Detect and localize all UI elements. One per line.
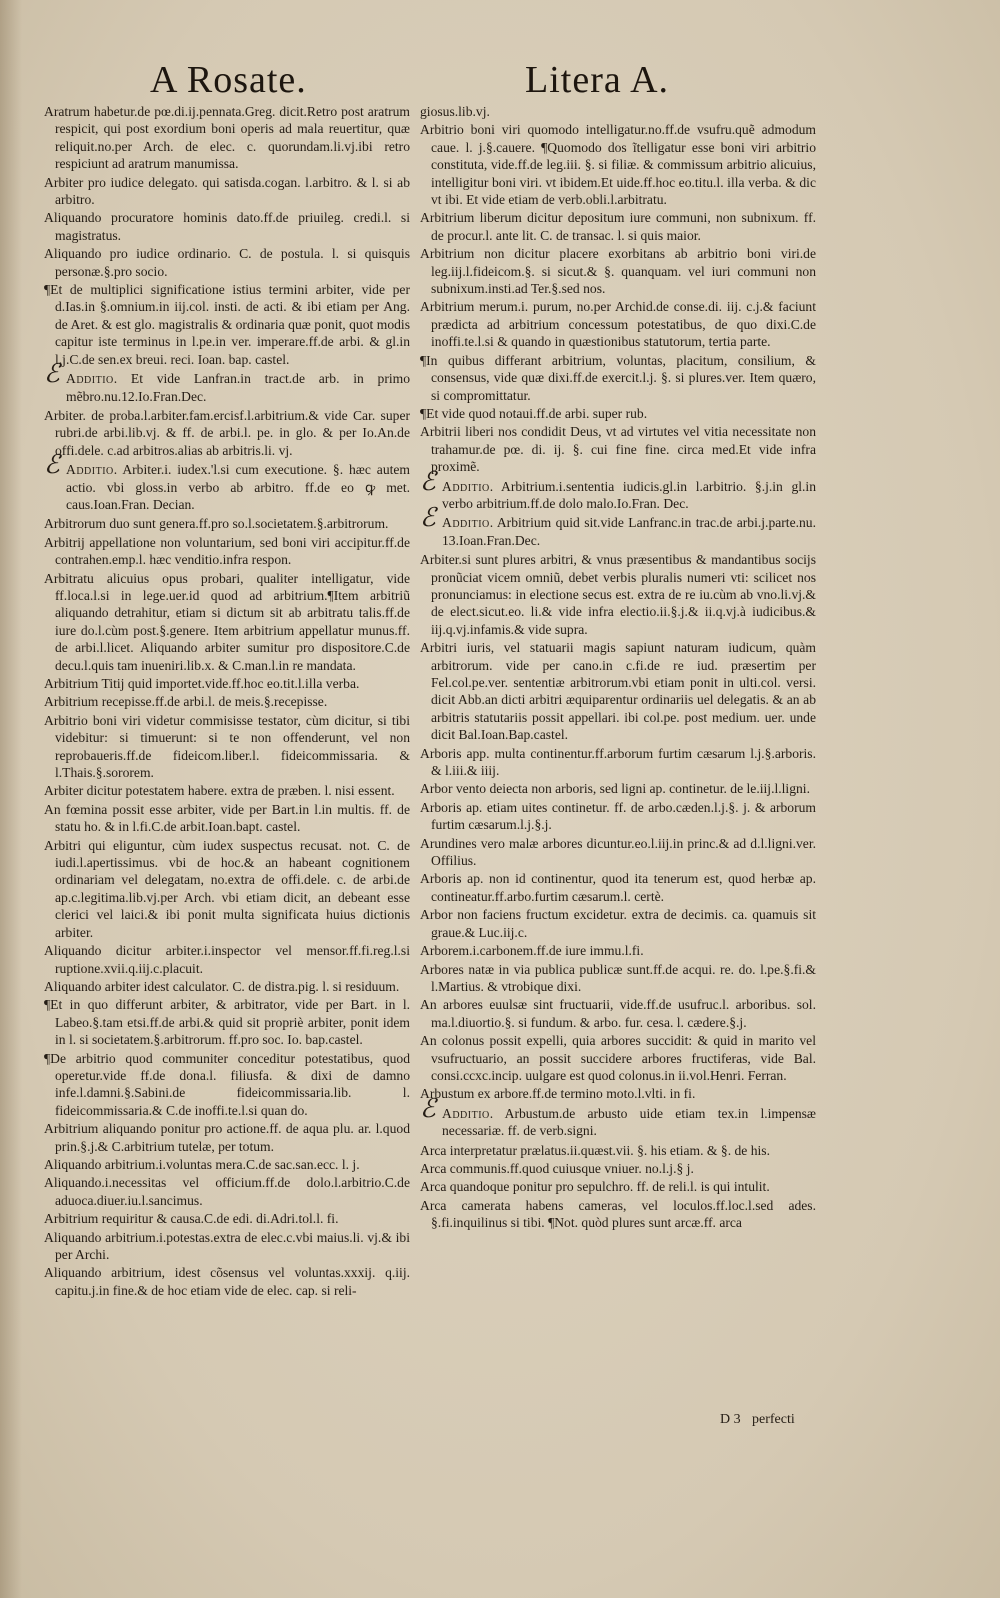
entry: Arbustum ex arbore.ff.de termino moto.l.vlti. in fi. (420, 1086, 696, 1102)
additio-text: Arbiter.i. iudex.'l.si cum executione. §. hæc autem actio. vbi gloss.in verbo ab arbitro. ff.de eo ꝙ met. caus.Ioan.Fran. Decian. (66, 462, 411, 512)
entry: Arboris app. multa continentur.ff.arborum furtim cæsarum l.j.§.arboris. & l.iii.& iiij. (420, 745, 816, 779)
entry: Aliquando dicitur arbiter.i.inspector vel mensor.ff.fi.reg.l.si ruptione.xvii.q.iij.c.placuit. (44, 943, 410, 976)
entry: Arbitri qui eliguntur, cùm iudex suspectus recusat. not. C. de iudi.l.apertissimus. vbi de hoc.& an habeant cognitionem ordinariam vel delegatam, no.extra de offi.dele. c. de arbi.de ap.c.legitima.lib.vj.per Arch. vbi etiam dicit, an debeant esse clerici vel laici.& ibi ponit multa significata huius dictionis arbiter. (44, 837, 410, 940)
entry: Arca communis.ff.quod cuiusque vniuer. no.l.j.§ j. (420, 1160, 694, 1176)
entry: Arboris ap. etiam uites continetur. ff. de arbo.cæden.l.j.§. j. & arborum furtim cæsarum.l.j.§.j. (420, 799, 816, 833)
entry: Aliquando arbiter idest calculator. C. de distra.pig. l. si residuum. (44, 978, 400, 994)
entry: giosus.lib.vj. (420, 104, 490, 119)
entry: Aliquando arbitrium, idest cõsensus vel voluntas.xxxij. q.iij. capitu.j.in fine.& de hoc etiam vide de elec. cap. si reli- (44, 1265, 410, 1298)
entry: Arbiter pro iudice delegato. qui satisda.cogan. l.arbitro. & l. si ab arbitro. (44, 174, 410, 208)
entry: ¶De arbitrio quod communiter conceditur potestatibus, quod operetur.vide ff.de dona.l. filiusfa. & dixi de damno infe.l.damni.§.Sabini.de fideicommissaria.lib. l. fideicommissaria.& C.de inoffi.te.l.si quan do. (44, 1050, 410, 1118)
signature-mark: D 3 (720, 1412, 741, 1427)
entry: Arboris ap. non id continentur, quod ita tenerum est, quod herbæ ap. contineatur.ff.arbo.furtim cæsarum.l. certè. (420, 871, 816, 904)
additio-note: ℰ Additio. Arbustum.de arbusto uide etiam tex.in l.impensæ necessariæ. ff. de verb.signi. (420, 1093, 816, 1139)
left-column (44, 103, 410, 1300)
additio-text: Arbitrium quid sit.vide Lanfranc.in trac.de arbi.j.parte.nu. 13.Ioan.Fran.Dec. (442, 515, 816, 548)
additio-mark: ℰ (420, 503, 436, 534)
entry: Aliquando procuratore hominis dato.ff.de priuileg. credi.l. si magistratus. (44, 210, 410, 243)
entry: Arbiter. de proba.l.arbiter.fam.ercisf.l.arbitrium.& vide Car. super rubri.de arbi.lib.vj. & ff. de arbi.l. pe. in glo. & per Io.An.de offi.dele. c.ad arbitros.alias ab arbitris.li. vj. (44, 407, 410, 458)
entry: Arbitrii liberi nos condidit Deus, vt ad virtutes vel vitia necessitate non trahamur.de pœ. di. ij. §. cui fine fine. circa med.Et vide infra proximẽ. (420, 424, 816, 475)
right-column (420, 103, 816, 1233)
entry: Arbitrio boni viri videtur commisisse testator, cùm dicitur, si tibi videbitur: si timuerunt: si te non offenderunt, vel non reprobaueris.ff.de fideicom.liber.l. fideicommissaria. & l.Thais.§.sororem. (44, 712, 410, 781)
entry: Arca camerata habens cameras, vel loculos.ff.loc.l.sed ades. §.fi.inquilinus si tibi. ¶Not. quòd plures sunt arcæ.ff. arca (420, 1197, 816, 1231)
entry: Arbitrium aliquando ponitur pro actione.ff. de aqua plu. ar. l.quod prin.§.j.& C.arbitrium tutelæ, per totum. (44, 1121, 410, 1154)
entry: Aliquando pro iudice ordinario. C. de postula. l. si quisquis personæ.§.pro socio. (44, 246, 410, 279)
entry: Arbitrium merum.i. purum, no.per Archid.de conse.di. iij. c.j.& faciunt prædicta ad arbitrium concessum potestatibus, de quo dixi.C.de inoffi.te.l.si & quando in quæstionibus statutorum, tertia parte. (420, 299, 816, 350)
entry: ¶Et de multiplici significatione istius termini arbiter, vide per d.Ias.in §.omnium.in iij.col. insti. de acti. & ibi etiam per Ang. de Aret. & est glo. magistralis & ordinaria quæ ponit, quot modis capitur iste terminus in l.pe.in ver. imperare.ff.de arbi. & gl.in l.j.C.de sen.ex breui. reci. Ioan. bap. castel. (44, 282, 410, 367)
additio-text: Arbustum.de arbusto uide etiam tex.in l.impensæ necessariæ. ff. de verb.signi. (442, 1105, 816, 1139)
additio-note: ℰ Additio. Arbitrium.i.sententia iudicis.gl.in l.arbitrio. §.j.in gl.in verbo arbitrium.ff.de dolo malo.Io.Fran. Dec. (420, 466, 816, 511)
additio-mark: ℰ (420, 466, 436, 497)
entry: Arca interpretatur prælatus.ii.quæst.vii. §. his etiam. & §. de his. (420, 1142, 770, 1158)
additio-label: Additio (442, 1105, 490, 1121)
entry: Aratrum habetur.de pœ.di.ij.pennata.Greg. dicit.Retro post aratrum respicit, qui post exordium boni operis ad mala reuertitur, quæ reliquit.no.per Arch. de elec. c. quorundam.li.vj.ibi retro respiciunt ad aratrum manumissa. (44, 104, 410, 172)
additio-text: Arbitrium.i.sententia iudicis.gl.in l.arbitrio. §.j.in gl.in verbo arbitrium.ff.de dolo malo.Io.Fran. Dec. (442, 478, 816, 511)
catchword: perfecti (752, 1412, 795, 1427)
entry: Aliquando.i.necessitas vel officium.ff.de dolo.l.arbitrio.C.de aduoca.diuer.iu.l.sancimus. (44, 1175, 410, 1208)
entry: An colonus possit expelli, quia arbores succidit: & quid in marito vel vsufructuario, an possit succidere arbores fructiferas, vide Bal. consi.ccxc.incip. uulgare est quod colonus.in ii.vol.Henri. Ferran. (420, 1033, 816, 1083)
entry: Arbores natæ in via publica publicæ sunt.ff.de acqui. re. do. l.pe.§.fi.& l.Martius. & vtrobique dixi. (420, 961, 816, 994)
entry: Arbitrij appellatione non voluntarium, sed boni viri accipitur.ff.de contrahen.emp.l. hæc venditio.infra respon. (44, 534, 410, 568)
entry: Arbitrium liberum dicitur depositum iure communi, non subnixum. ff. de procur.l. ante lit. C. de transac. l. si quis maior. (420, 210, 816, 243)
entry: Arborem.i.carbonem.ff.de iure immu.l.fi. (420, 943, 644, 959)
additio-label: Additio (442, 478, 490, 494)
additio-note: ℰ Additio. Et vide Lanfran.in tract.de arb. in primo mẽbro.nu.12.Io.Fran.Dec. (44, 359, 410, 404)
entry: Arbitrium requiritur & causa.C.de edi. di.Adri.tol.l. fi. (44, 1211, 339, 1227)
additio-text: Et vide Lanfran.in tract.de arb. in primo mẽbro.nu.12.Io.Fran.Dec. (66, 371, 410, 404)
entry: ¶In quibus differant arbitrium, voluntas, placitum, consilium, & consensus, vide quæ dixi.ff.de exercit.l.j. §. si plures.ver. Item quæro, si compromittatur. (420, 352, 816, 403)
entry: ¶Et in quo differunt arbiter, & arbitrator, vide per Bart. in l. Labeo.§.tam etsi.ff.de arbi.& quid sit propriè arbiter, ponit idem in l. si societatem.§.arbitrorum. ff.pro soc. Io. bap.castel. (44, 997, 410, 1048)
entry: Arbitrio boni viri quomodo intelligatur.no.ff.de vsufru.quẽ admodum caue. l. j.§.cauere. ¶Quomodo dos ĩtelligatur esse boni viri arbitrio constituta, vide.ff.de leg.iii. §. si filiæ. & commissum arbitrio alicuius, intelligitur boni viri. vt ibidem.Et uide.ff.hoc eo.titu.l. illa verba. & dic vt ibi. Et vide etiam de verb.obli.l.arbitratu. (420, 122, 816, 208)
entry: An fœmina possit esse arbiter, vide per Bart.in l.in multis. ff. de statu ho. & in l.fi.C.de arbit.Ioan.bapt. castel. (44, 801, 410, 835)
entry: Arbiter dicitur potestatem habere. extra de præben. l. nisi essent. (44, 783, 395, 799)
entry: Arbitratu alicuius opus probari, qualiter intelligatur, vide ff.loca.l.si in lege.uer.id quod ad arbitrium.¶Item arbitriũ aliquando detrahitur, etiam si dictum sit ab arbitratu talis.ff.de iure do.l.cùm post.§.genere. Item arbitrium appellatur munus.ff. de arbi.l.licet. Aliquando arbiter sumitur pro dispositore.C.de decu.l.quis tam inueniri.lib.x. & C.man.l.in re mandata. (44, 570, 410, 673)
additio-mark: ℰ (44, 359, 60, 390)
entry: Arbor non faciens fructum excidetur. extra de decimis. ca. quamuis sit graue.& Luc.iij.c. (420, 907, 816, 940)
entry: Arbor vento deiecta non arboris, sed ligni ap. continetur. de le.iij.l.ligni. (420, 781, 810, 797)
additio-label: Additio (66, 462, 114, 478)
entry: Aliquando arbitrium.i.voluntas mera.C.de sac.san.ecc. l. j. (44, 1156, 360, 1172)
entry: ¶Et vide quod notaui.ff.de arbi. super rub. (420, 405, 648, 421)
entry: Arbitrium Titij quid importet.vide.ff.hoc eo.tit.l.illa verba. (44, 676, 360, 691)
entry: Arbitrium recepisse.ff.de arbi.l. de meis.§.recepisse. (44, 694, 328, 710)
additio-label: Additio (442, 515, 490, 531)
running-head-right: Litera A. (525, 59, 670, 101)
entry: Arbitri iuris, vel statuarii magis sapiunt naturam iudicum, quàm arbitrorum. vide per cano.in c.fi.de re iud. præsertim per Fel.col.pe.ver. sententiæ arbitrorum.vbi etiam ponit in ulti.col. versi. dicit Abb.an dicti arbitri æquiparentur ordinariis uel delegatis. & an ab arbitris statutariis possit appellari. ibi col.pe. post medium. uer. unde dicit Bal.Ioan.Bap.castel. (420, 640, 816, 743)
entry: Arundines vero malæ arbores dicuntur.eo.l.iij.in princ.& ad d.l.ligni.ver. Offilius. (420, 835, 816, 869)
additio-mark: ℰ (44, 450, 60, 481)
entry: Arbiter.si sunt plures arbitri, & vnus præsentibus & mandantibus socijs pronũciat vicem omniũ, debet verbis pluralis numeri vti: scilicet nos pronunciamus: in electione secus est. extra de re iu.cùm ab vno.li.vj.& de elect.sicut.eo. li.& vide infra electio.ii.§.j.& ii.q.vj.à iudicibus.& iij.q.vj.infamis.& vide supra. (420, 552, 816, 637)
entry: Arbitrium non dicitur placere exorbitans ab arbitrio boni viri.de leg.iij.l.fideicom.§. si sicut.& §. quanquam. vel iuri communi non subnixum.insti.ad Ter.§.sed nos. (420, 246, 816, 297)
additio-mark: ℰ (420, 1093, 436, 1124)
running-head-left: A Rosate. (150, 59, 307, 101)
entry: An arbores euulsæ sint fructuarii, vide.ff.de usufruc.l. arboribus. sol. ma.l.diuortio.§. si fundum. & arbo. fur. cesa. l. cædere.§.j. (420, 997, 816, 1030)
additio-label: Additio (66, 371, 114, 387)
entry: Arca quandoque ponitur pro sepulchro. ff. de reli.l. is qui intulit. (420, 1179, 770, 1195)
additio-note: ℰ Additio. Arbitrium quid sit.vide Lanfranc.in trac.de arbi.j.parte.nu. 13.Ioan.Fran.Dec. (420, 503, 816, 548)
additio-note: ℰ Additio. Arbiter.i. iudex.'l.si cum executione. §. hæc autem actio. vbi gloss.in verbo ab arbitro. ff.de eo ꝙ met. caus.Ioan.Fran. Decian. (44, 450, 411, 512)
entry: Arbitrorum duo sunt genera.ff.pro so.l.societatem.§.arbitrorum. (44, 516, 389, 532)
entry: Aliquando arbitrium.i.potestas.extra de elec.c.vbi maius.li. vj.& ibi per Archi. (44, 1229, 410, 1262)
